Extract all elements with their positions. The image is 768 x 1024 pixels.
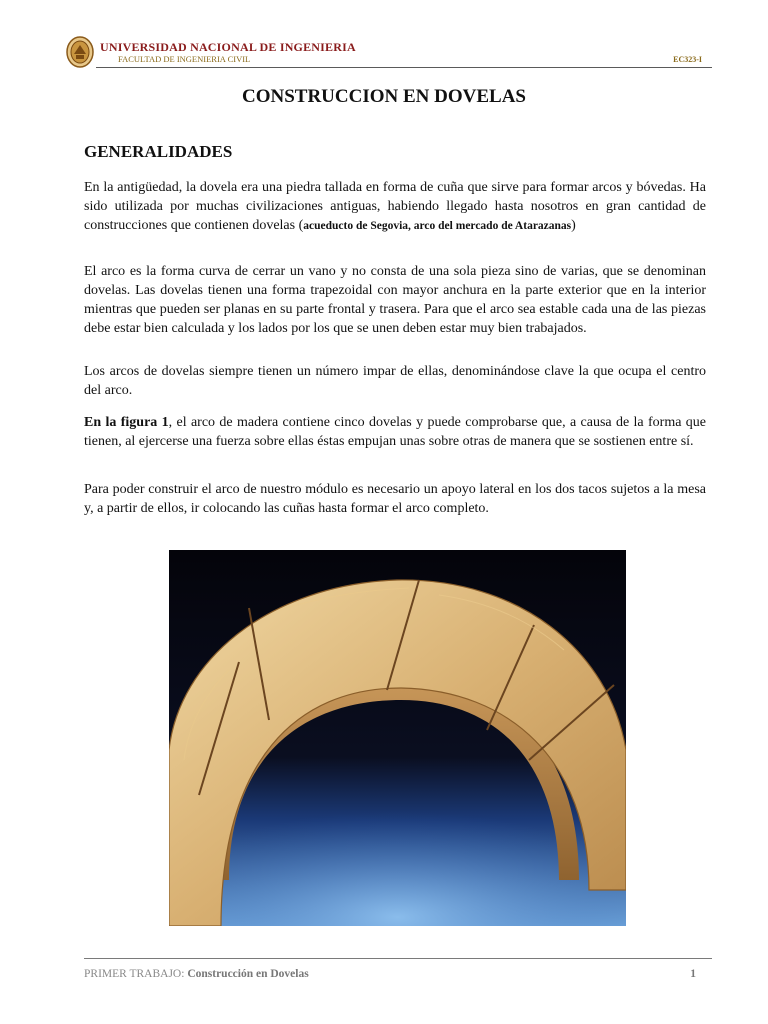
paragraph-4 [84, 413, 706, 451]
footer-title: Construcción en Dovelas [187, 968, 309, 980]
paragraph-1-examples: acueducto de Segovia, arco del mercado de Atarazanas [303, 220, 572, 232]
paragraph-1 [84, 178, 706, 236]
figure-reference: En la figura 1 [84, 415, 169, 430]
paragraph-1-text: En la antigüedad, la dovela era una piedra tallada en forma de cuña que sirve para formar arcos y bóvedas. Ha sido utilizada por muchas civilizaciones antiguas, habiendo llegado hasta nosotros en gran cantidad de construcciones que contienen dovelas ( [84, 180, 706, 233]
paragraph-4-text: , el arco de madera contiene cinco dovelas y puede comprobarse que, a causa de la forma que tienen, al ejercerse una fuerza sobre ellas éstas empujan unas sobre otras de manera que se sostienen entre sí. [84, 415, 706, 449]
paragraph-2: El arco es la forma curva de cerrar un vano y no consta de una sola pieza sino de varias, que se denominan dovelas. Las dovelas tienen una forma trapezoidal con mayor anchura en la parte exterior que en la interior mientras que pueden ser planas en su parte frontal y trasera. Para que el arco sea estable cada una de las piezas debe estar bien calculada y los lados por los que se unen deben estar muy bien trabajados. [84, 264, 706, 336]
university-name: UNIVERSIDAD NACIONAL DE INGENIERIA [100, 40, 356, 54]
page-number: 1 [690, 968, 696, 980]
paragraph-3: Los arcos de dovelas siempre tienen un número impar de ellas, denominándose clave la que ocupa el centro del arco. [84, 364, 706, 398]
paragraph-1-close: ) [571, 218, 576, 233]
footer-text [84, 968, 309, 980]
footer-label: PRIMER TRABAJO: [84, 968, 188, 980]
faculty-name: FACULTAD DE INGENIERIA CIVIL [118, 54, 251, 64]
paragraph-5: Para poder construir el arco de nuestro módulo es necesario un apoyo lateral en los dos tacos sujetos a la mesa y, a partir de ellos, ir colocando las cuñas hasta formar el arco completo. [84, 482, 706, 516]
wooden-arch-photo [169, 550, 626, 926]
page-header [66, 34, 712, 70]
footer-divider [84, 958, 712, 959]
document-title: CONSTRUCCION EN DOVELAS [242, 86, 526, 107]
course-code: EC323-I [673, 55, 702, 64]
header-divider [96, 67, 712, 68]
university-seal-icon [66, 36, 94, 68]
section-heading: GENERALIDADES [84, 142, 233, 161]
